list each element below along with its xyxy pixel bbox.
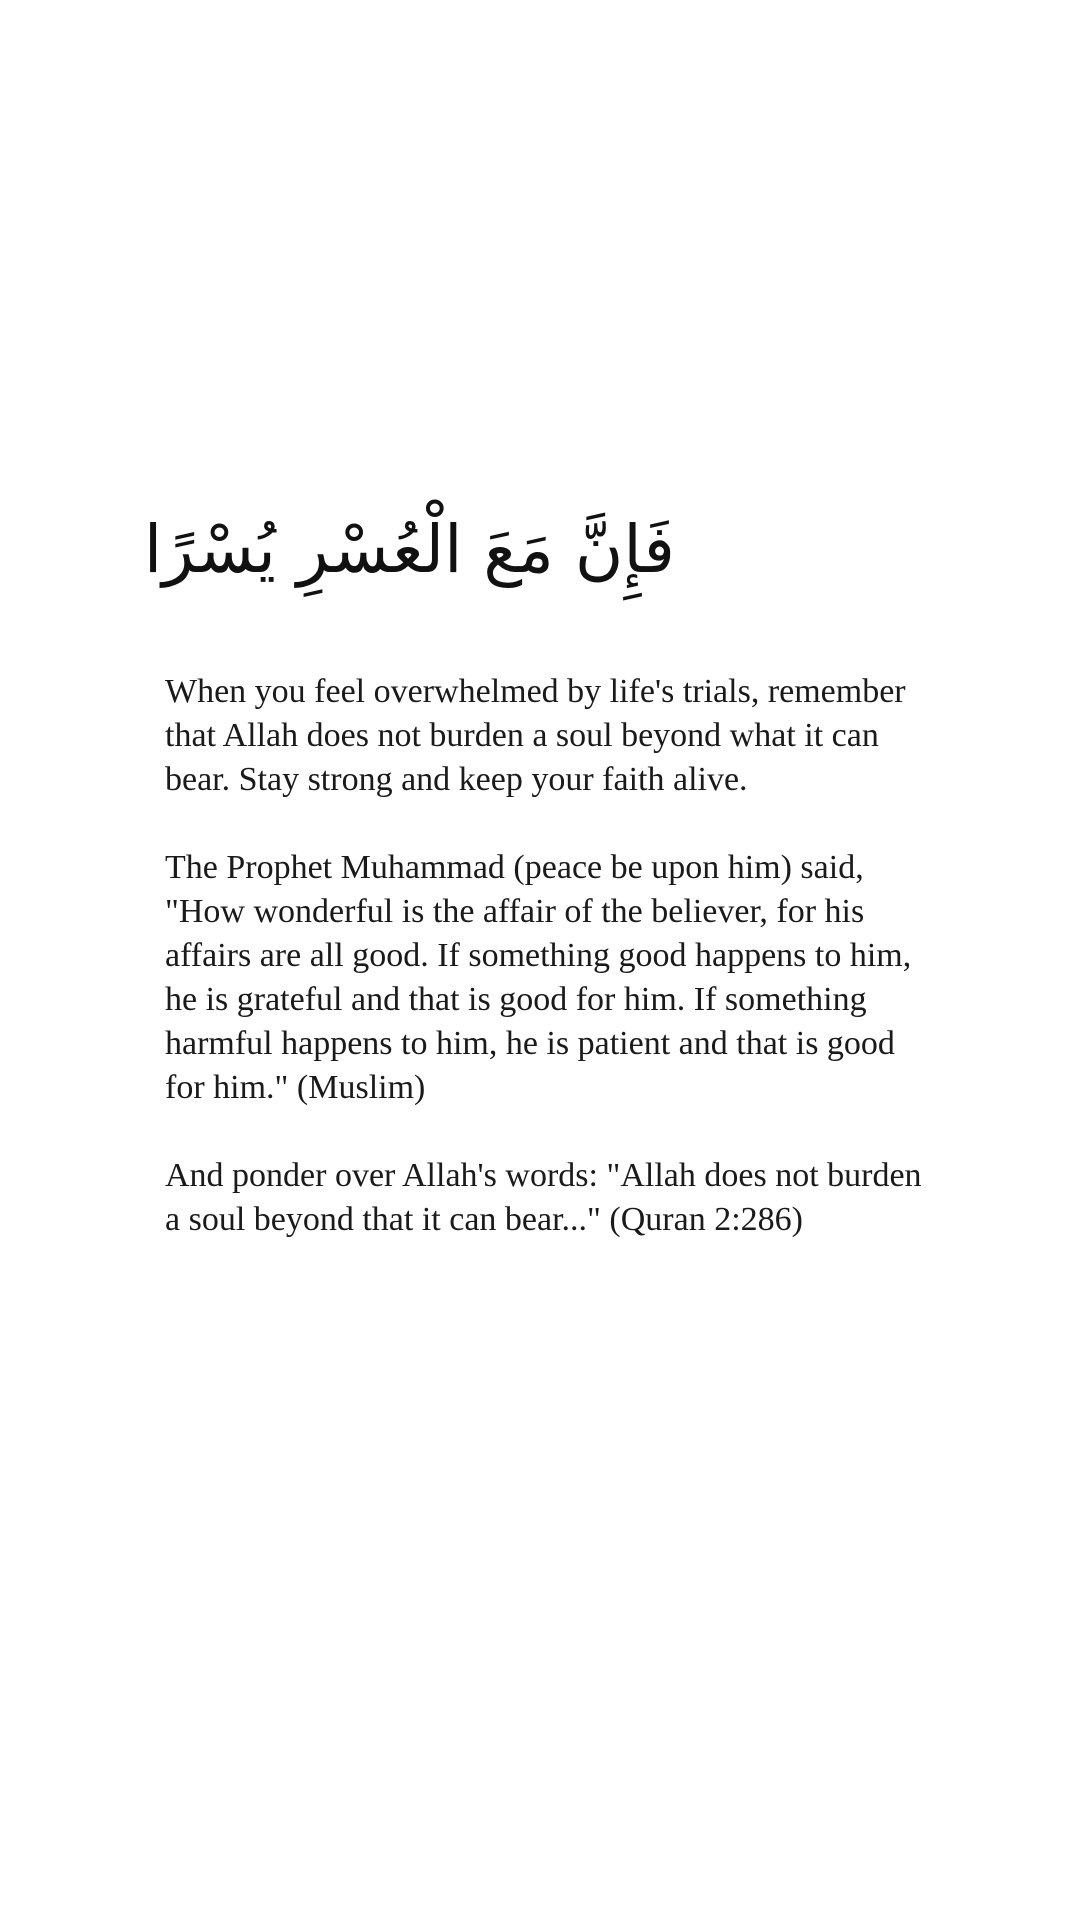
paragraph-hadith: The Prophet Muhammad (peace be upon him) said, "How wonderful is the affair of the believer, for his affairs are all good. If something good happens to him, he is grateful and that is good for him. If something harmful happens to him, he is patient and that is good for him." (Muslim): [165, 849, 912, 1106]
paragraph-trials: When you feel overwhelmed by life's trials, remember that Allah does not burden a soul beyond what it can bear. Stay strong and keep your faith alive.: [165, 673, 906, 798]
reflection-text: [165, 670, 925, 1286]
paragraph-quran: And ponder over Allah's words: "Allah does not burden a soul beyond that it can bear..." (Quran 2:286): [165, 1157, 922, 1238]
arabic-verse: فَإِنَّ مَعَ الْعُسْرِ يُسْرًا: [143, 511, 675, 588]
